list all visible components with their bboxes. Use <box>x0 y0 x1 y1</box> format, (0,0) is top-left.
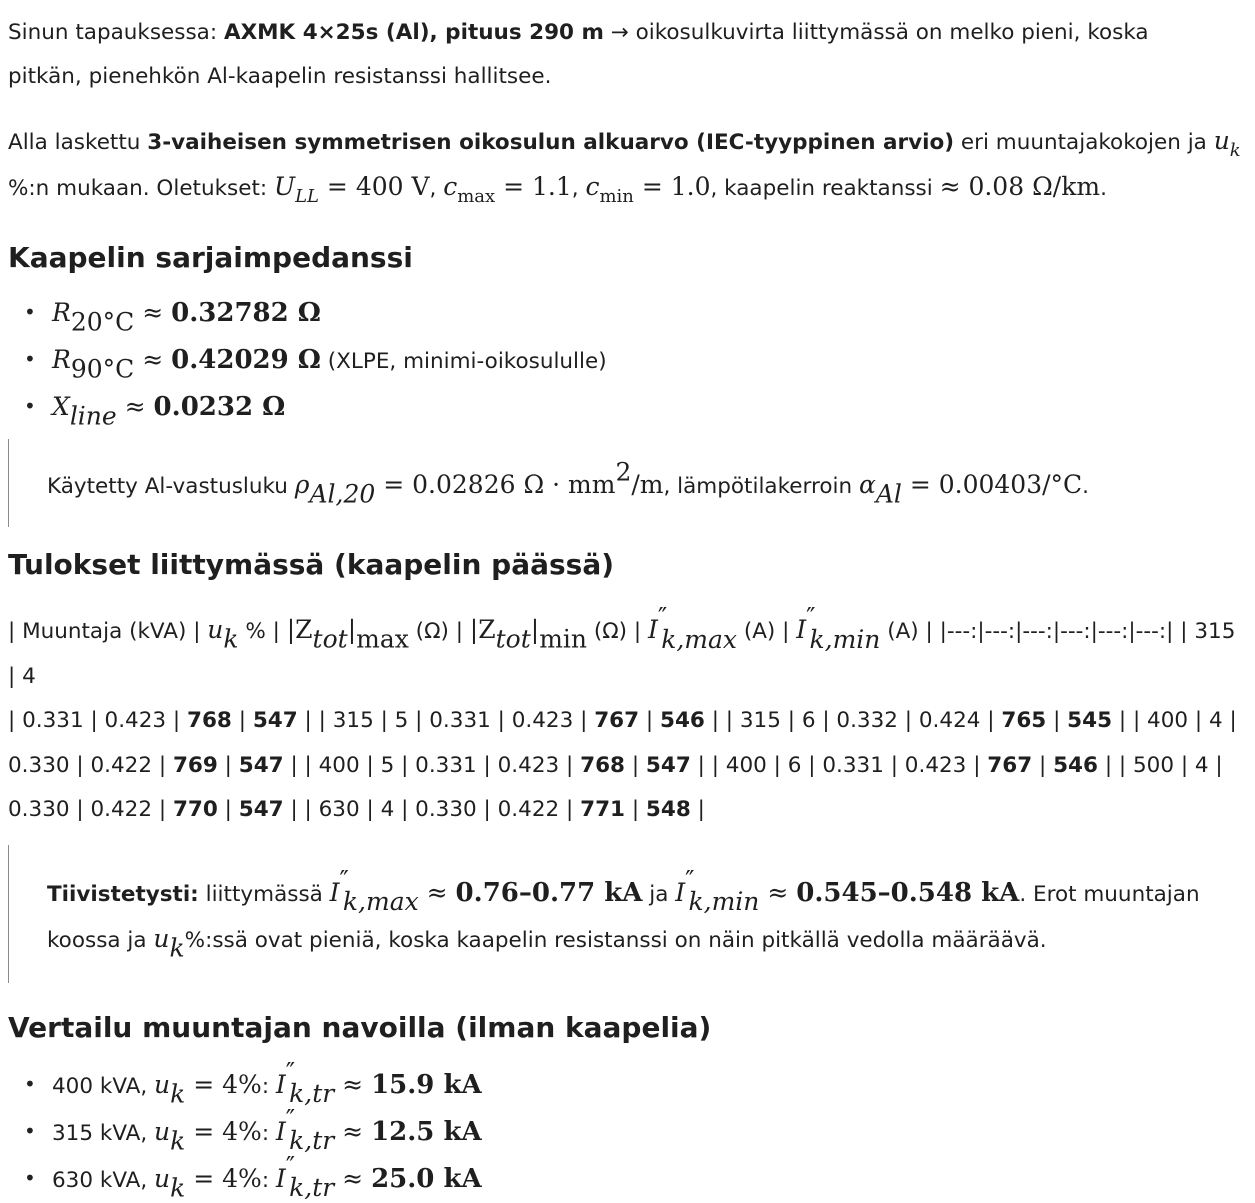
section-heading-impedance: Kaapelin sarjaimpedanssi <box>8 241 413 274</box>
list-item: • 400 kVA, $u_k = 4\%$: $I''_{k,tr} \approx 15.9$ kA <box>52 1062 1247 1109</box>
text: Alla laskettu <box>8 130 148 155</box>
text: %:n mukaan. Oletukset: <box>8 176 274 201</box>
ull-symbol: $U_{LL}$ <box>274 172 319 207</box>
cable-spec: AXMK 4×25s (Al), pituus 290 m <box>223 20 604 45</box>
comparison-list <box>8 1057 1247 1203</box>
list-item: • 630 kVA, $u_k = 4\%$: $I''_{k,tr} \approx 25.0$ kA <box>52 1156 1247 1203</box>
list-item: • 315 kVA, $u_k = 4\%$: $I''_{k,tr} \approx 12.5$ kA <box>52 1109 1247 1156</box>
text: eri muuntajakokojen ja <box>954 130 1214 155</box>
uk-symbol: $u_k$ <box>1213 126 1241 161</box>
cmax-value: = 1.1 <box>495 172 572 201</box>
document <box>0 11 1255 1203</box>
text: → oikosulkuvirta liittymässä on melko pieni, koska <box>603 20 1149 45</box>
summary-text: Tiivistetysti: liittymässä $I''_{k,max} \approx 0.76-0.77$ kA ja $I''_{k,min} \approx 0.545-0.548$ kA. Erot muuntajan koossa ja $u_k\%:ssä$ ovat pieniä, koska kaapelin resistanssi on näin pitkällä vedolla määräävä. <box>47 865 1200 962</box>
table-line: | Muuntaja (kVA) | $u_k$ % | $|Z_{tot}|_{max}$ (Ω) | $|Z_{tot}|_{min}$ (Ω) | $I''_{k,max}$ (A) | $I''_{k,min}$ (A) | |---:|---:|---:|---:|---:|---:| | 315 | 4 <box>8 602 1236 689</box>
text: . <box>1100 176 1107 201</box>
ull-value: = 400 V <box>318 172 430 201</box>
text: , kaapelin reaktanssi <box>710 176 940 201</box>
method-bold: 3-vaiheisen symmetrisen oikosulun alkuarvo (IEC-tyyppinen arvio) <box>147 130 955 155</box>
list-item: • $X_{line} \approx 0.0232$ Ω <box>52 384 1247 431</box>
text: , <box>429 176 444 201</box>
results-table-text <box>8 602 1247 833</box>
reactance-value: ≈ 0.08 Ω/km <box>939 172 1101 201</box>
list-item: • $R_{90^\circ C} \approx 0.42029$ Ω (XLPE, minimi-oikosululle) <box>52 337 1247 384</box>
table-line: | 0.331 | 0.423 | 768 | 547 | | 315 | 5 | 0.331 | 0.423 | 767 | 546 | | 315 | 6 | 0.332 | 0.424 | 765 | 545 | | 400 | 4 | <box>8 708 1237 733</box>
text: Sinun tapauksessa: <box>8 20 224 45</box>
intro-paragraph-2 <box>8 119 1247 211</box>
cmax-symbol: $c_{max}$ <box>443 172 496 207</box>
table-line: 0.330 | 0.422 | 769 | 547 | | 400 | 5 | 0.331 | 0.423 | 768 | 547 | | 400 | 6 | 0.331 | 0.423 | 767 | 546 | | 500 | 4 | <box>8 752 1223 778</box>
text: pitkän, pienehkön Al-kaapelin resistanssi hallitsee. <box>8 64 552 89</box>
intro-paragraph-1 <box>8 11 1247 99</box>
cmin-value: = 1.0 <box>633 172 711 201</box>
summary-blockquote <box>8 845 1247 983</box>
section-heading-results: Tulokset liittymässä (kaapelin päässä) <box>8 548 615 581</box>
cmin-symbol: $c_{min}$ <box>585 172 634 207</box>
note-blockquote-resistivity <box>8 439 1247 527</box>
note-text: Käytetty Al-vastusluku $\rho_{Al,20} = 0.02826$ $\Omega \cdot mm^2/m$, lämpötilakerroin $\alpha_{Al} = 0.00403/^\circ C$. <box>47 457 1090 509</box>
section-heading-comparison: Vertailu muuntajan navoilla (ilman kaapelia) <box>8 1010 712 1044</box>
text: , <box>571 176 586 201</box>
list-item: • $R_{20^\circ C} \approx 0.32782$ Ω <box>52 290 1247 337</box>
impedance-list <box>8 290 1247 431</box>
table-line: 0.330 | 0.422 | 770 | 547 | | 630 | 4 | 0.330 | 0.422 | 771 | 548 | <box>8 797 705 822</box>
